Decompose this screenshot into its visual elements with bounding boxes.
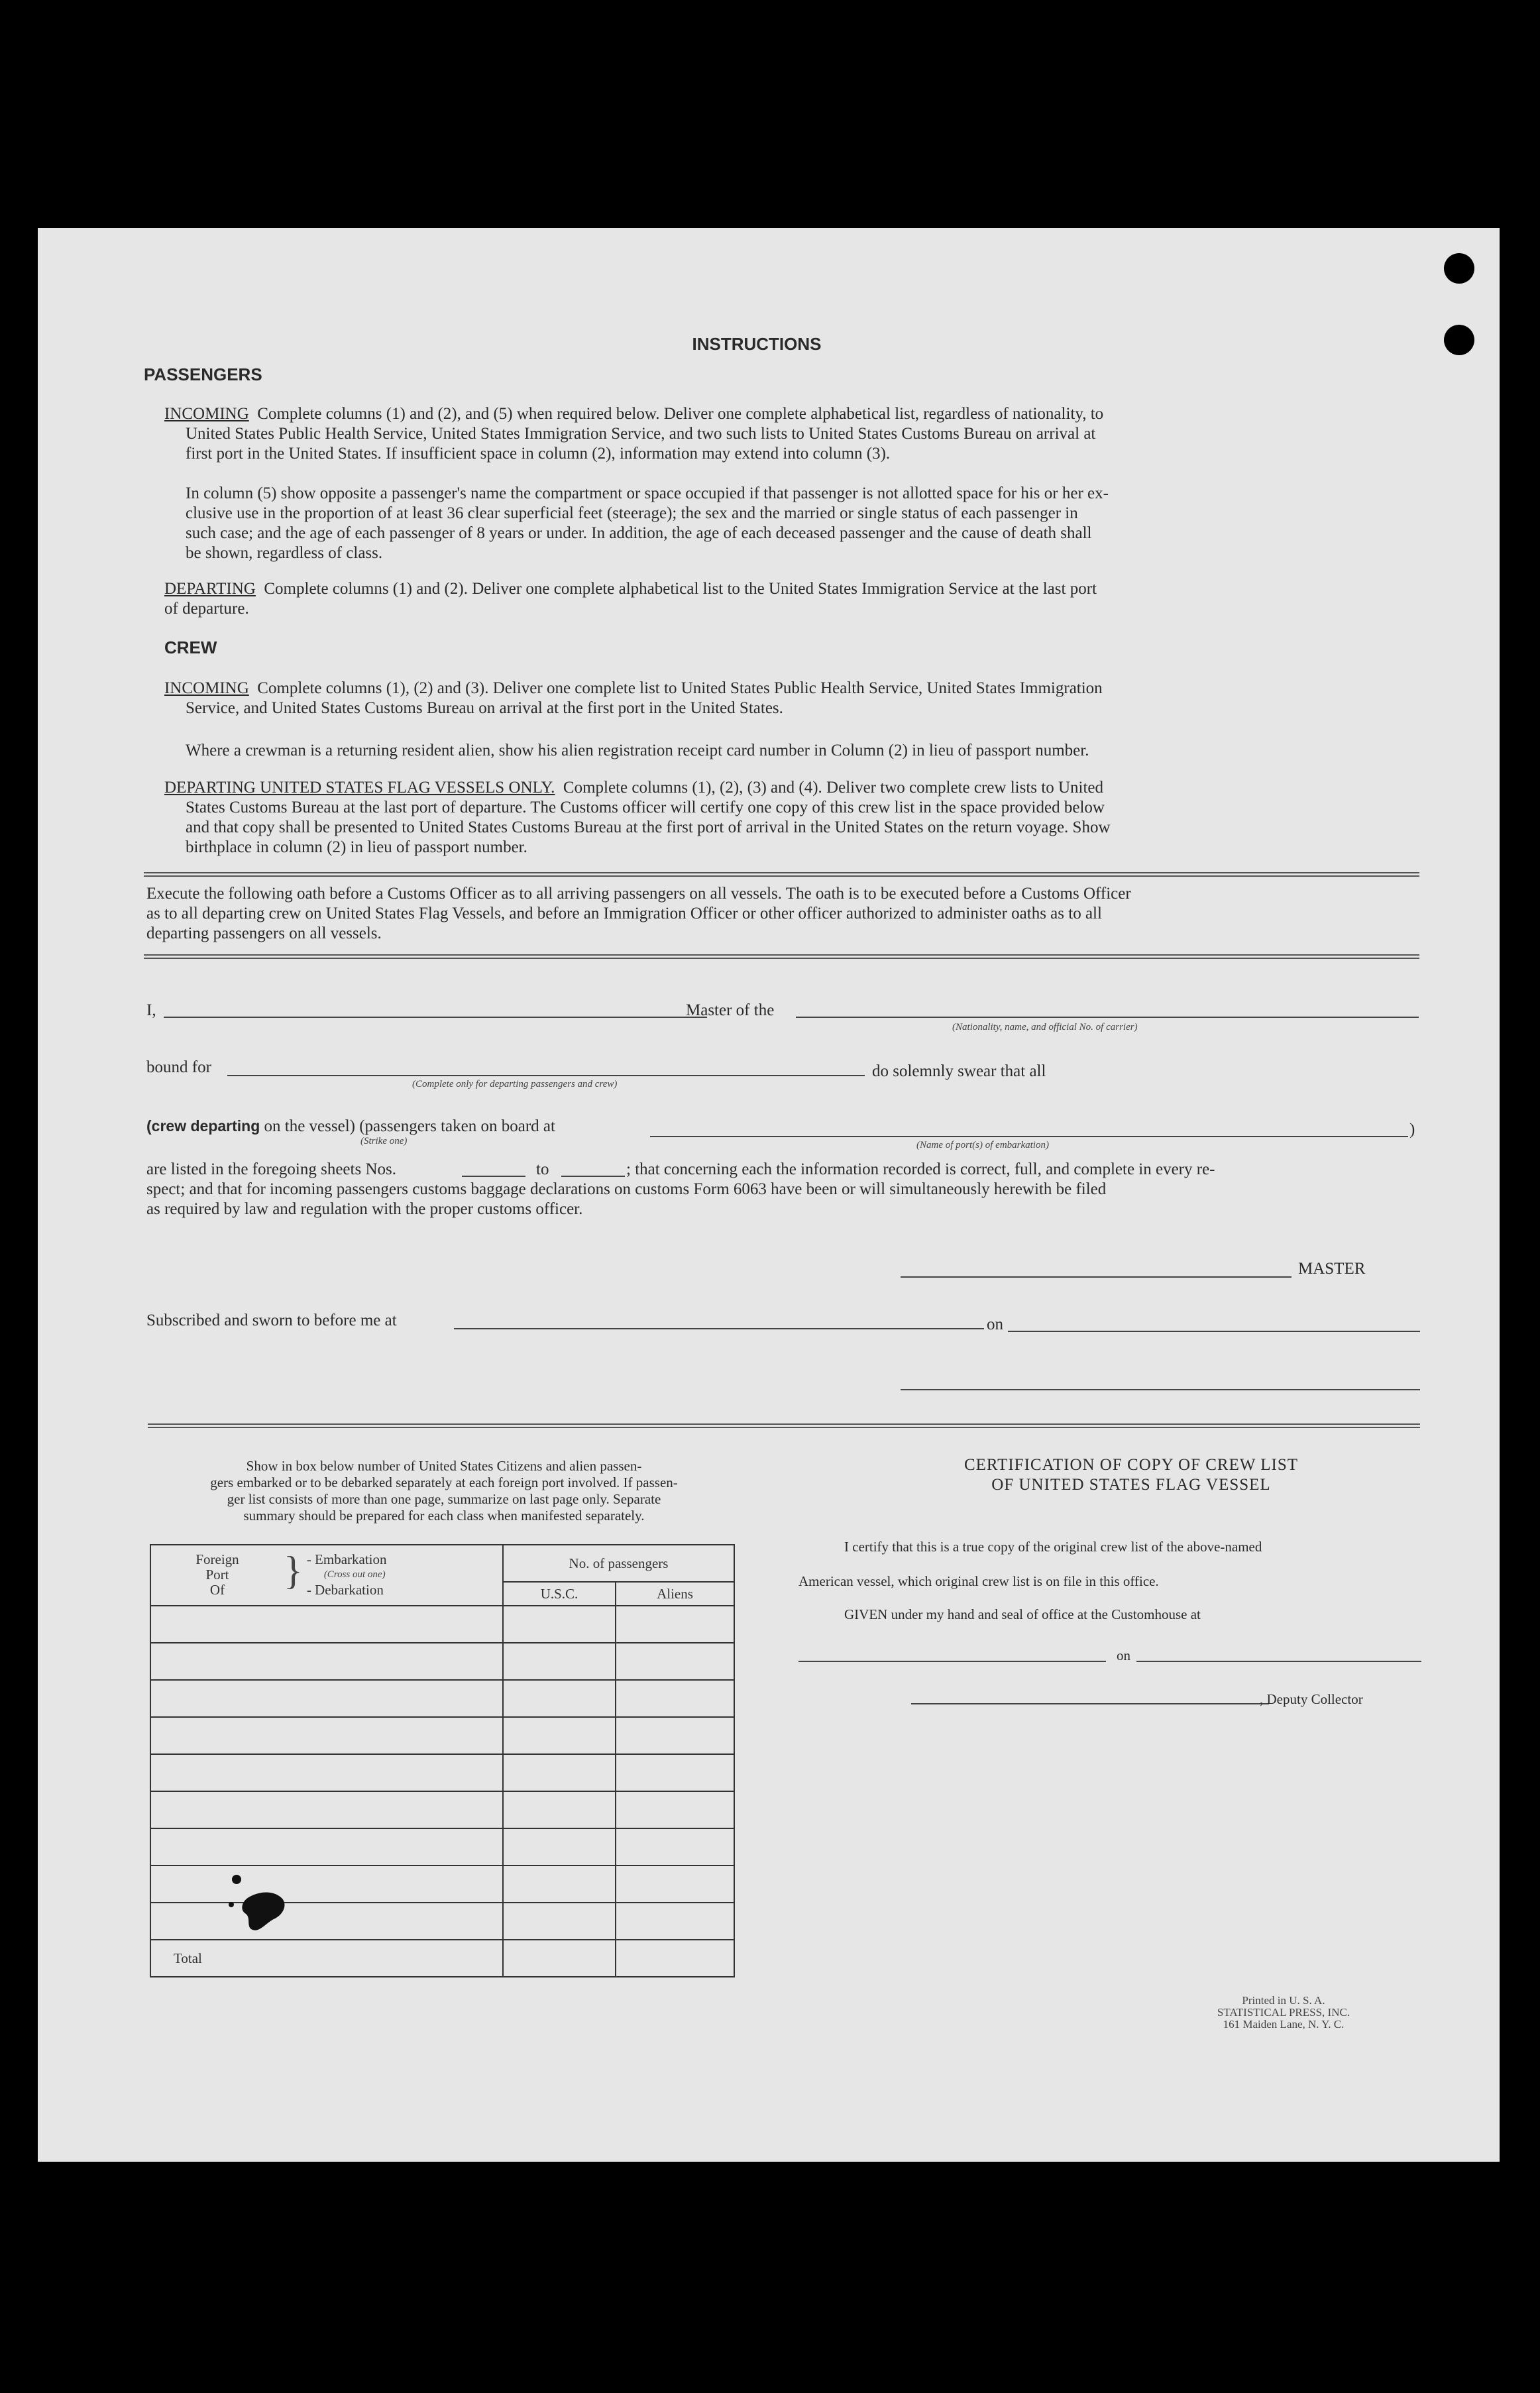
listed-prefix: are listed in the foregoing sheets Nos. (146, 1160, 396, 1178)
aliens-cell[interactable] (616, 1754, 734, 1791)
oath-i-label: I, (146, 1001, 156, 1019)
subscribed-date-field[interactable] (1008, 1331, 1420, 1332)
subscribed-on-label: on (987, 1315, 1003, 1333)
strike-line (146, 1116, 555, 1137)
text-line: and that copy shall be presented to United States Customs Bureau at the first port of arrival in the United States on the return voyage. Show (186, 818, 1111, 836)
port-cell[interactable] (150, 1828, 503, 1865)
bound-caption: (Complete only for departing passengers and crew) (412, 1079, 618, 1089)
usc-total-cell[interactable] (503, 1940, 616, 1977)
certification-on-label: on (1117, 1647, 1130, 1663)
sheet-to-field[interactable] (561, 1176, 625, 1177)
nationality-caption: (Nationality, name, and official No. of carrier) (952, 1022, 1138, 1032)
passengers-taken-option[interactable]: (passengers taken on board at (359, 1117, 555, 1135)
text-line: United States Public Health Service, United States Immigration Service, and two such lists to United States Customs Bureau on arrival at (186, 425, 1096, 443)
printer-imprint (1151, 1995, 1416, 2031)
to-label: to (536, 1160, 549, 1178)
divider (148, 1423, 1420, 1428)
deputy-collector-label: , Deputy Collector (1260, 1691, 1363, 1707)
usc-cell[interactable] (503, 1717, 616, 1754)
aliens-cell[interactable] (616, 1717, 734, 1754)
text-line: be shown, regardless of class. (186, 544, 383, 562)
text-line: Port (205, 1567, 229, 1583)
crew-departing-label: DEPARTING UNITED STATES FLAG VESSELS ONLY. (164, 779, 555, 797)
given-label: GIVEN under my hand and seal of office at the Customhouse at (844, 1606, 1201, 1622)
port-header-cell (150, 1545, 503, 1606)
text-line: such case; and the age of each passenger of 8 years or under. In addition, the age of each deceased passenger and the cause of death shall (186, 524, 1092, 542)
certification-line1: I certify that this is a true copy of the original crew list of the above-named (844, 1539, 1262, 1555)
text-line: as to all departing crew on United States Flag Vessels, and before an Immigration Officer or other officer authorized to administer oaths as to all (146, 905, 1102, 922)
officer-signature-field[interactable] (901, 1389, 1420, 1390)
subscribed-label: Subscribed and sworn to before me at (146, 1311, 397, 1329)
master-name-field[interactable] (164, 1017, 707, 1018)
strike-caption: (Strike one) (360, 1136, 408, 1146)
master-of-the-label: Master of the (686, 1001, 775, 1019)
text-line: Printed in U. S. A. (1242, 1994, 1325, 2007)
text-line: first port in the United States. If insufficient space in column (2), information may extend into column (3). (186, 445, 891, 463)
instructions-title: INSTRUCTIONS (692, 334, 822, 354)
aliens-cell[interactable] (616, 1865, 734, 1903)
certification-date-field[interactable] (1136, 1661, 1421, 1662)
text-line: Of (209, 1582, 225, 1598)
crew-departing-block (164, 778, 1397, 858)
passengers-note-block (186, 484, 1398, 563)
certification-line2: American vessel, which original crew list is on file in this office. (798, 1573, 1159, 1589)
port-cell[interactable] (150, 1643, 503, 1680)
aliens-cell[interactable] (616, 1791, 734, 1828)
text-line: Foreign (195, 1551, 239, 1567)
usc-cell[interactable] (503, 1643, 616, 1680)
usc-cell[interactable] (503, 1828, 616, 1865)
crew-heading: CREW (164, 638, 217, 657)
swear-label: do solemnly swear that all (872, 1062, 1046, 1080)
crew-incoming-label: INCOMING (164, 679, 249, 697)
passengers-heading: PASSENGERS (144, 364, 262, 384)
divider (144, 872, 1419, 877)
port-cell[interactable] (150, 1791, 503, 1828)
usc-header: U.S.C. (503, 1582, 616, 1606)
form-sheet (38, 228, 1500, 2162)
usc-cell[interactable] (503, 1791, 616, 1828)
passengers-departing-label: DEPARTING (164, 580, 256, 598)
sheet-from-field[interactable] (462, 1176, 525, 1177)
debarkation-option[interactable]: - Debarkation (306, 1582, 384, 1598)
port-cell[interactable] (150, 1754, 503, 1791)
ink-blot-stain (223, 1871, 316, 1938)
master-signature-field[interactable] (901, 1276, 1292, 1278)
text-line: Complete columns (1), (2), (3) and (4). Deliver two complete crew lists to United (563, 779, 1103, 797)
text-line: gers embarked or to be debarked separately at each foreign port involved. If passen- (210, 1475, 678, 1490)
text-line: In column (5) show opposite a passenger's name the compartment or space occupied if that passenger is not allotted space for his or her ex- (186, 484, 1109, 502)
text-line: clusive use in the proportion of at least 36 clear superficial feet (steerage); the sex and the married or single status of each passenger in (186, 504, 1078, 522)
ports-field[interactable] (650, 1136, 1408, 1137)
master-label: MASTER (1298, 1260, 1366, 1278)
text-line: Execute the following oath before a Customs Officer as to all arriving passengers on all vessels. The oath is to be executed before a Customs Officer (146, 885, 1131, 903)
port-cell[interactable] (150, 1680, 503, 1717)
text-line: summary should be prepared for each class when manifested separately. (243, 1508, 645, 1524)
no-of-passengers-header: No. of passengers (503, 1545, 734, 1582)
deputy-signature-field[interactable] (911, 1703, 1269, 1704)
oath-intro (146, 884, 1419, 944)
cross-out-caption: (Cross out one) (323, 1569, 386, 1580)
crew-departing-option[interactable]: (crew departing (146, 1117, 260, 1135)
certification-title (800, 1455, 1462, 1495)
text-line: spect; and that for incoming passengers customs baggage declarations on customs Form 6063 have been or will simultaneously herewith be filed (146, 1180, 1107, 1198)
text-line: Complete columns (1), (2) and (3). Deliver one complete list to United States Public Health Service, United States Immigration (257, 679, 1103, 697)
text-line: Show in box below number of United States Citizens and alien passen- (246, 1458, 642, 1474)
text-line: ger list consists of more than one page, summarize on last page only. Separate (227, 1491, 661, 1507)
text-line: STATISTICAL PRESS, INC. (1217, 2006, 1350, 2019)
port-cell[interactable] (150, 1865, 503, 1903)
crew-incoming-note: Where a crewman is a returning resident alien, show his alien registration receipt card number in Column (2) in lieu of passport number. (186, 742, 1089, 759)
usc-cell[interactable] (503, 1606, 616, 1643)
text-line: as required by law and regulation with the proper customs officer. (146, 1200, 583, 1218)
close-paren: ) (1409, 1121, 1415, 1139)
passengers-incoming-label: INCOMING (164, 405, 249, 423)
passengers-incoming-block (164, 404, 1397, 464)
text-line: Complete columns (1) and (2). Deliver one complete alphabetical list to the United States Immigration Service at the last port (264, 580, 1097, 598)
customhouse-field[interactable] (798, 1661, 1106, 1662)
foreign-port-label (151, 1552, 284, 1598)
bound-for-field[interactable] (227, 1075, 865, 1076)
text-line: States Customs Bureau at the last port of departure. The Customs officer will certify one copy of this crew list in the space provided below (186, 799, 1105, 816)
port-cell[interactable] (150, 1606, 503, 1643)
summary-note (148, 1458, 740, 1524)
binder-hole (1444, 253, 1474, 284)
port-cell[interactable] (150, 1717, 503, 1754)
subscribed-place-field[interactable] (454, 1328, 984, 1329)
total-label: Total (150, 1940, 503, 1977)
on-the-vessel: on the vessel) (264, 1117, 355, 1135)
carrier-field[interactable] (796, 1017, 1419, 1018)
text-line: OF UNITED STATES FLAG VESSEL (991, 1476, 1271, 1494)
passengers-departing-block (164, 579, 1397, 619)
aliens-cell[interactable] (616, 1680, 734, 1717)
text-line: 161 Maiden Lane, N. Y. C. (1223, 2018, 1345, 2031)
crew-incoming-block (164, 679, 1397, 718)
aliens-total-cell[interactable] (616, 1940, 734, 1977)
listed-suffix: ; that concerning each the information recorded is correct, full, and complete in every re- (626, 1160, 1215, 1178)
embarkation-option[interactable]: - Embarkation (306, 1551, 387, 1567)
usc-cell[interactable] (503, 1903, 616, 1940)
text-line: birthplace in column (2) in lieu of passport number. (186, 838, 527, 856)
aliens-cell[interactable] (616, 1903, 734, 1940)
usc-cell[interactable] (503, 1680, 616, 1717)
text-line: CERTIFICATION OF COPY OF CREW LIST (963, 1456, 1299, 1474)
port-cell[interactable] (150, 1903, 503, 1940)
text-line: departing passengers on all vessels. (146, 924, 382, 942)
aliens-cell[interactable] (616, 1606, 734, 1643)
usc-cell[interactable] (503, 1865, 616, 1903)
aliens-header: Aliens (616, 1582, 734, 1606)
text-line: of departure. (164, 600, 249, 618)
brace: } (284, 1549, 303, 1592)
aliens-cell[interactable] (616, 1643, 734, 1680)
ports-caption: (Name of port(s) of embarkation) (916, 1140, 1049, 1150)
text-line: Complete columns (1) and (2), and (5) when required below. Deliver one complete alphabetical list, regardless of nationality, to (257, 405, 1104, 423)
bound-for-label: bound for (146, 1058, 211, 1076)
usc-cell[interactable] (503, 1754, 616, 1791)
aliens-cell[interactable] (616, 1828, 734, 1865)
text-line: Service, and United States Customs Bureau on arrival at the first port in the United States. (186, 699, 783, 717)
divider (144, 954, 1419, 959)
